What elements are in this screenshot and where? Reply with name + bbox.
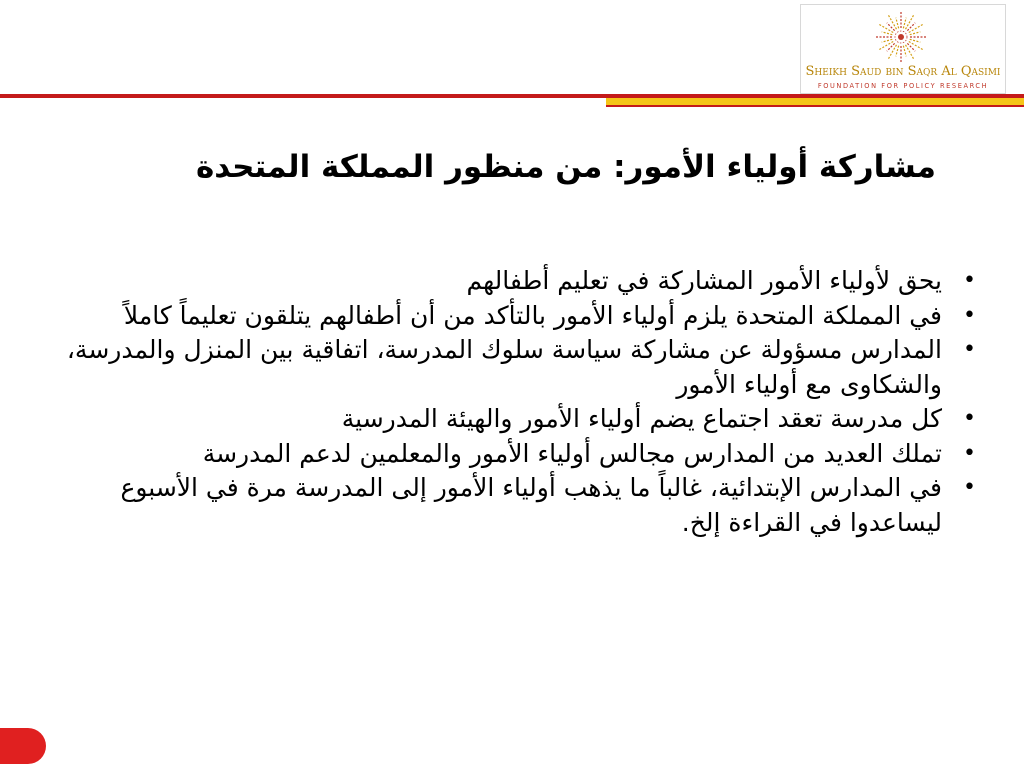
bullet-list: [52, 264, 976, 540]
sunburst-ray: [910, 32, 921, 35]
sunburst-ray: [882, 39, 893, 42]
bullet-text: المدارس مسؤولة عن مشاركة سياسة سلوك المدرسة، اتفاقية بين المنزل والمدرسة، والشكاوى مع أولياء الأمور: [66, 335, 942, 399]
sunburst-ray: [878, 24, 893, 33]
sunburst-ray: [878, 42, 893, 51]
sunburst-ray: [910, 39, 921, 42]
bullet-icon: •: [963, 406, 976, 431]
sunburst-ray: [888, 45, 897, 60]
sunburst-ray: [907, 43, 915, 51]
header-rule-gold: [606, 98, 1024, 105]
bullet-icon: •: [963, 475, 976, 500]
list-item: [52, 264, 976, 299]
list-item: [52, 333, 976, 402]
bullet-text: في المدارس الإبتدائية، غالباً ما يذهب أولياء الأمور إلى المدرسة مرة في الأسبوع ليساعدوا في القراءة إلخ.: [120, 473, 942, 537]
sunburst-ray: [887, 43, 895, 51]
sunburst-ray: [882, 32, 893, 35]
logo-subtitle: FOUNDATION FOR POLICY RESEARCH: [817, 82, 989, 90]
list-item: [52, 299, 976, 334]
bullet-text: تملك العديد من المدارس مجالس أولياء الأمور والمعلمين لدعم المدرسة: [202, 438, 942, 468]
list-item: [52, 437, 976, 472]
corner-decoration: [0, 728, 46, 764]
bullet-icon: •: [963, 337, 976, 362]
logo-name: Sheikh Saud bin Saqr Al Qasimi: [805, 64, 1001, 79]
foundation-logo: [800, 4, 1006, 94]
sunburst-ray: [888, 14, 897, 29]
header-rule-thin: [606, 105, 1024, 107]
list-item: [52, 402, 976, 437]
sunburst-ray: [896, 18, 899, 29]
bullet-text: يحق لأولياء الأمور المشاركة في تعليم أطفالهم: [466, 266, 942, 295]
sunburst-ray: [903, 46, 906, 57]
bullet-icon: •: [963, 302, 976, 328]
sunburst-ray: [887, 23, 895, 31]
list-item: [52, 471, 976, 540]
bullet-text: كل مدرسة تعقد اجتماع يضم أولياء الأمور والهيئة المدرسية: [341, 404, 942, 433]
sunburst-ray: [906, 45, 915, 60]
bullet-icon: •: [963, 440, 976, 466]
sunburst-ray: [909, 42, 924, 51]
sunburst-ray: [906, 14, 915, 29]
sunburst-icon: [871, 7, 931, 67]
bullet-icon: •: [963, 268, 976, 293]
sunburst-ray: [907, 23, 915, 31]
bullet-text: في المملكة المتحدة يلزم أولياء الأمور بالتأكد من أن أطفالهم يتلقون تعليماً كاملاً: [123, 300, 942, 330]
sunburst-ray: [909, 24, 924, 33]
sunburst-ray: [903, 18, 906, 29]
slide-title: مشاركة أولياء الأمور: من منظور المملكة المتحدة: [195, 149, 936, 185]
sunburst-ray: [896, 46, 899, 57]
